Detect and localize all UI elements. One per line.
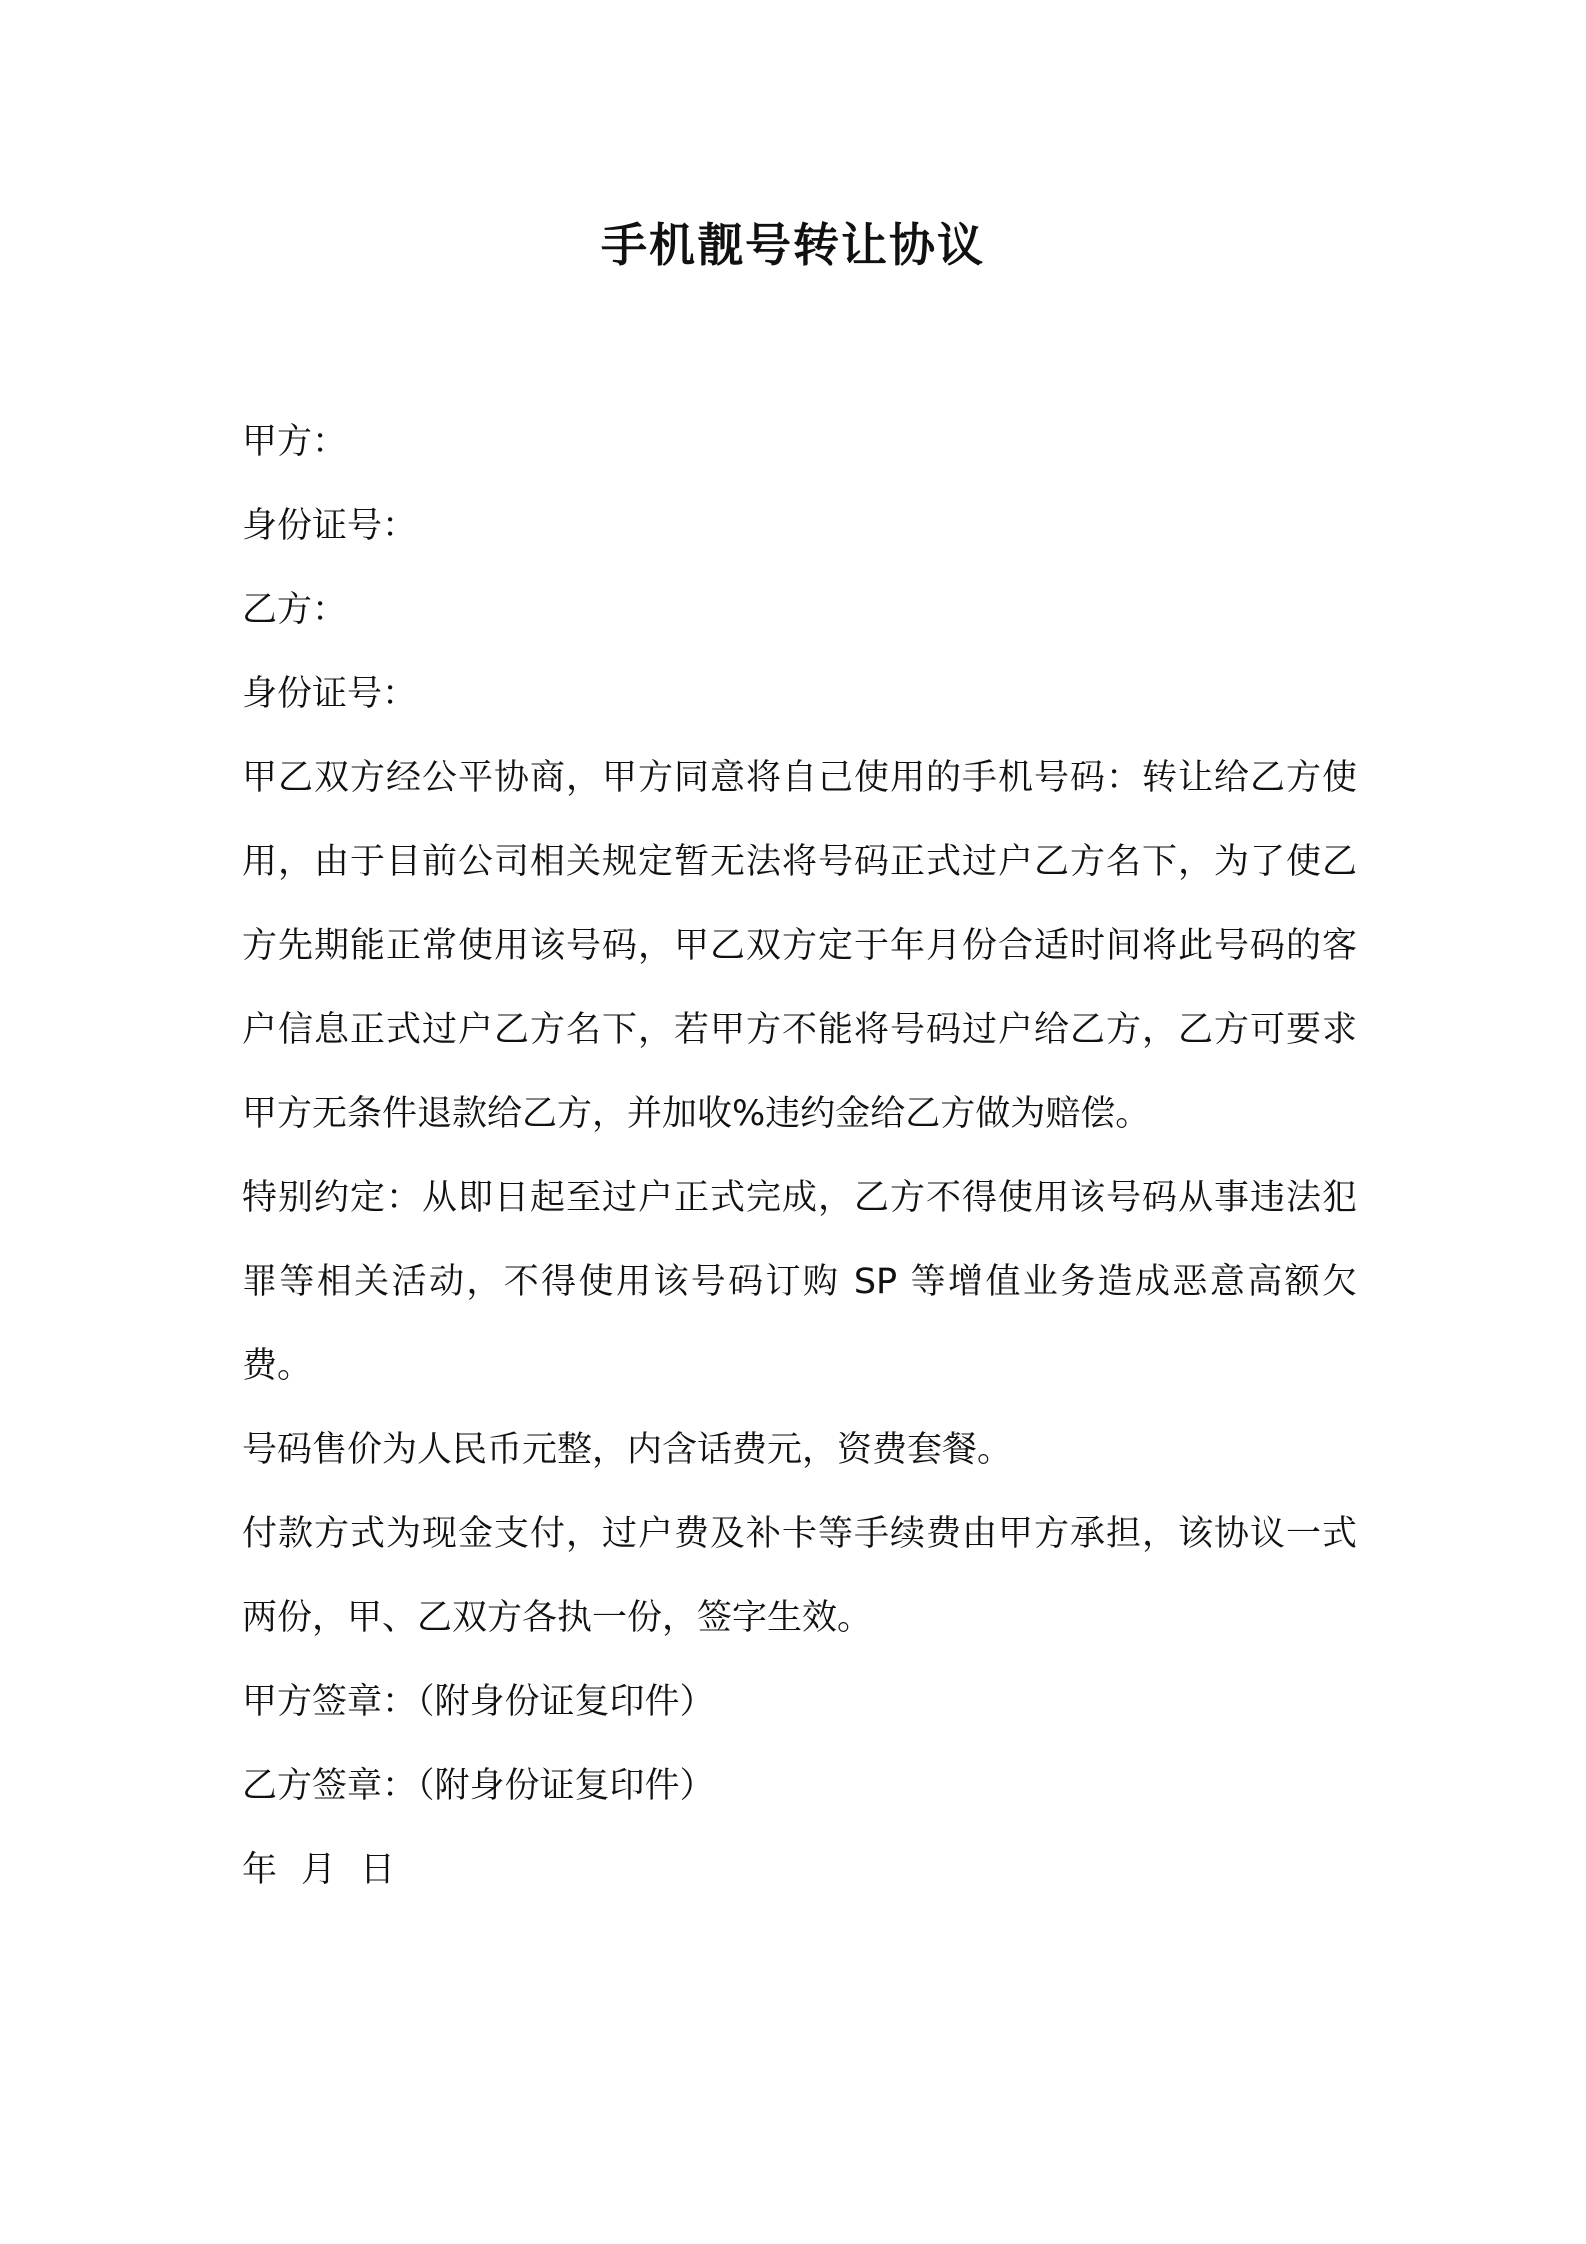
special-agreement-paragraph: 特别约定：从即日起至过户正式完成，乙方不得使用该号码从事违法犯罪等相关活动，不得使用该号码订购 SP 等增值业务造成恶意高额欠费。 — [242, 1178, 1357, 1386]
date-month: 月 — [301, 1850, 337, 1890]
party-b-field: 乙方： — [242, 590, 348, 630]
transfer-paragraph: 甲乙双方经公平协商，甲方同意将自己使用的手机号码：转让给乙方使用，由于目前公司相关规定暂无法将号码正式过户乙方名下，为了使乙方先期能正常使用该号码，甲乙双方定于年月份合适时间将此号码的客户信息正式过户乙方名下，若甲方不能将号码过户给乙方，乙方可要求甲方无条件退款给乙方，并加收%违约金给乙方做为赔偿。 — [242, 758, 1357, 1134]
payment-paragraph: 付款方式为现金支付，过户费及补卡等手续费由甲方承担，该协议一式两份，甲、乙双方各执一份，签字生效。 — [242, 1514, 1357, 1638]
party-a-signature: 甲方签章：（附身份证复印件） — [242, 1682, 715, 1722]
party-b-signature: 乙方签章：（附身份证复印件） — [242, 1766, 715, 1806]
party-a-id-field: 身份证号： — [242, 506, 418, 546]
date-year: 年 — [242, 1850, 278, 1890]
document-title: 手机靓号转让协议 — [601, 218, 985, 272]
date-day: 日 — [360, 1850, 396, 1890]
price-paragraph: 号码售价为人民币元整，内含话费元，资费套餐。 — [242, 1430, 1013, 1470]
party-a-field: 甲方： — [242, 422, 348, 462]
party-b-id-field: 身份证号： — [242, 674, 418, 714]
date-line — [242, 1828, 1357, 1912]
document-body — [242, 400, 1357, 1912]
